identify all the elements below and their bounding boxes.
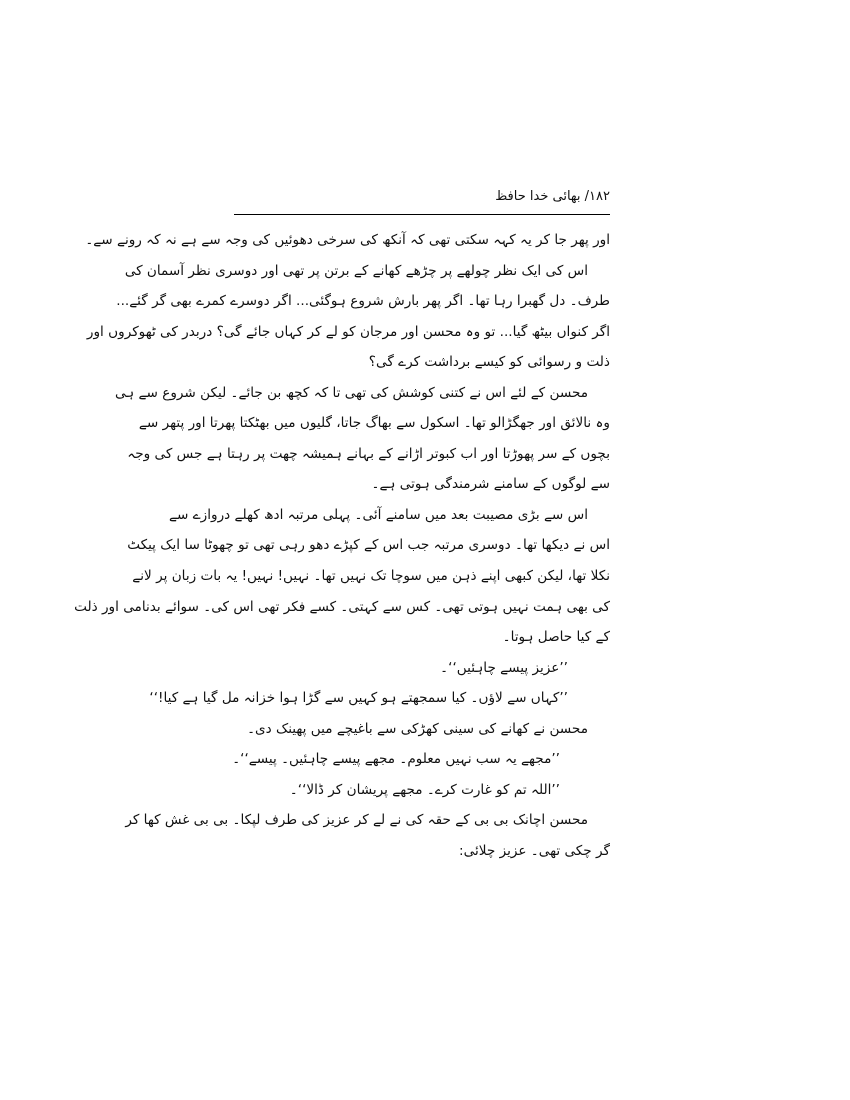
text-line: اس نے دیکھا تھا۔ دوسری مرتبہ جب اس کے کپڑے دھو رہی تھی تو چھوٹا سا ایک پیکٹ [127,537,610,554]
text-line: کے کیا حاصل ہوتا۔ [502,629,610,646]
text-line: نکلا تھا، لیکن کبھی اپنے ذہن میں سوچا تک نہیں تھا۔ نہیں! نہیں! یہ بات زبان پر لانے [132,568,610,585]
dialogue-line: ’’کہاں سے لاؤں۔ کیا سمجھتے ہو کہیں سے گڑا ہوا خزانہ مل گیا ہے کیا!‘‘ [149,690,568,707]
text-line: اس سے بڑی مصیبت بعد میں سامنے آئی۔ پہلی مرتبہ ادھ کھلے دروازے سے [169,506,588,523]
text-line: محسن نے کھانے کی سینی کھڑکی سے باغیچے میں پھینک دی۔ [247,720,588,737]
page-header [234,185,610,211]
text-line: بچوں کے سر پھوڑتا اور اب کبوتر اڑانے کے بہانے ہمیشہ چھت پر رہتا ہے جس کی وجہ [127,445,610,462]
text-line: طرف۔ دل گھبرا رہا تھا۔ اگر پھر بارش شروع ہوگئی... اگر دوسرے کمرے بھی گر گئے... [116,293,610,310]
text-line: ذلت و رسوائی کو کیسے برداشت کرے گی؟ [368,354,610,371]
page-body [74,225,610,866]
running-head: ۱۸۲/ بھائی خدا حافظ [495,189,610,204]
dialogue-line: ’’عزیز پیسے چاہئیں‘‘۔ [440,659,568,676]
text-line: محسن کے لئے اس نے کتنی کوشش کی تھی تا کہ کچھ بن جائے۔ لیکن شروع سے ہی [114,384,588,401]
text-line: سے لوگوں کے سامنے شرمندگی ہوتی ہے۔ [371,476,610,493]
dialogue-line: ’’مجھے یہ سب نہیں معلوم۔ مجھے پیسے چاہئیں۔ پیسے‘‘۔ [232,751,560,768]
text-line: وہ نالائق اور جھگڑالو تھا۔ اسکول سے بھاگ جاتا، گلیوں میں بھٹکتا پھرتا اور پتھر سے [138,415,610,432]
text-line: اس کی ایک نظر چولھے پر چڑھے کھانے کے برتن پر تھی اور دوسری نظر آسمان کی [124,262,588,279]
text-line: محسن اچانک بی بی کے حقہ کی نے لے کر عزیز کی طرف لپکا۔ بی بی غش کھا کر [125,812,588,829]
text-line: کی بھی ہمت نہیں ہوتی تھی۔ کس سے کہتی۔ کسے فکر تھی اس کی۔ سوائے بدنامی اور ذلت [74,598,610,615]
text-line: اور پھر جا کر یہ کہہ سکتی تھی کہ آنکھ کی سرخی دھوئیں کی وجہ سے ہے نہ کہ رونے سے۔ [85,232,610,248]
text-line: اگر کنواں بیٹھ گیا... تو وہ محسن اور مرجان کو لے کر کہاں جائے گی؟ دربدر کی ٹھوکروں اور [86,323,610,340]
header-rule [234,214,610,215]
dialogue-line: ’’اللہ تم کو غارت کرے۔ مجھے پریشان کر ڈالا‘‘۔ [289,781,560,798]
text-line: گر چکی تھی۔ عزیز چلائی: [459,842,610,859]
